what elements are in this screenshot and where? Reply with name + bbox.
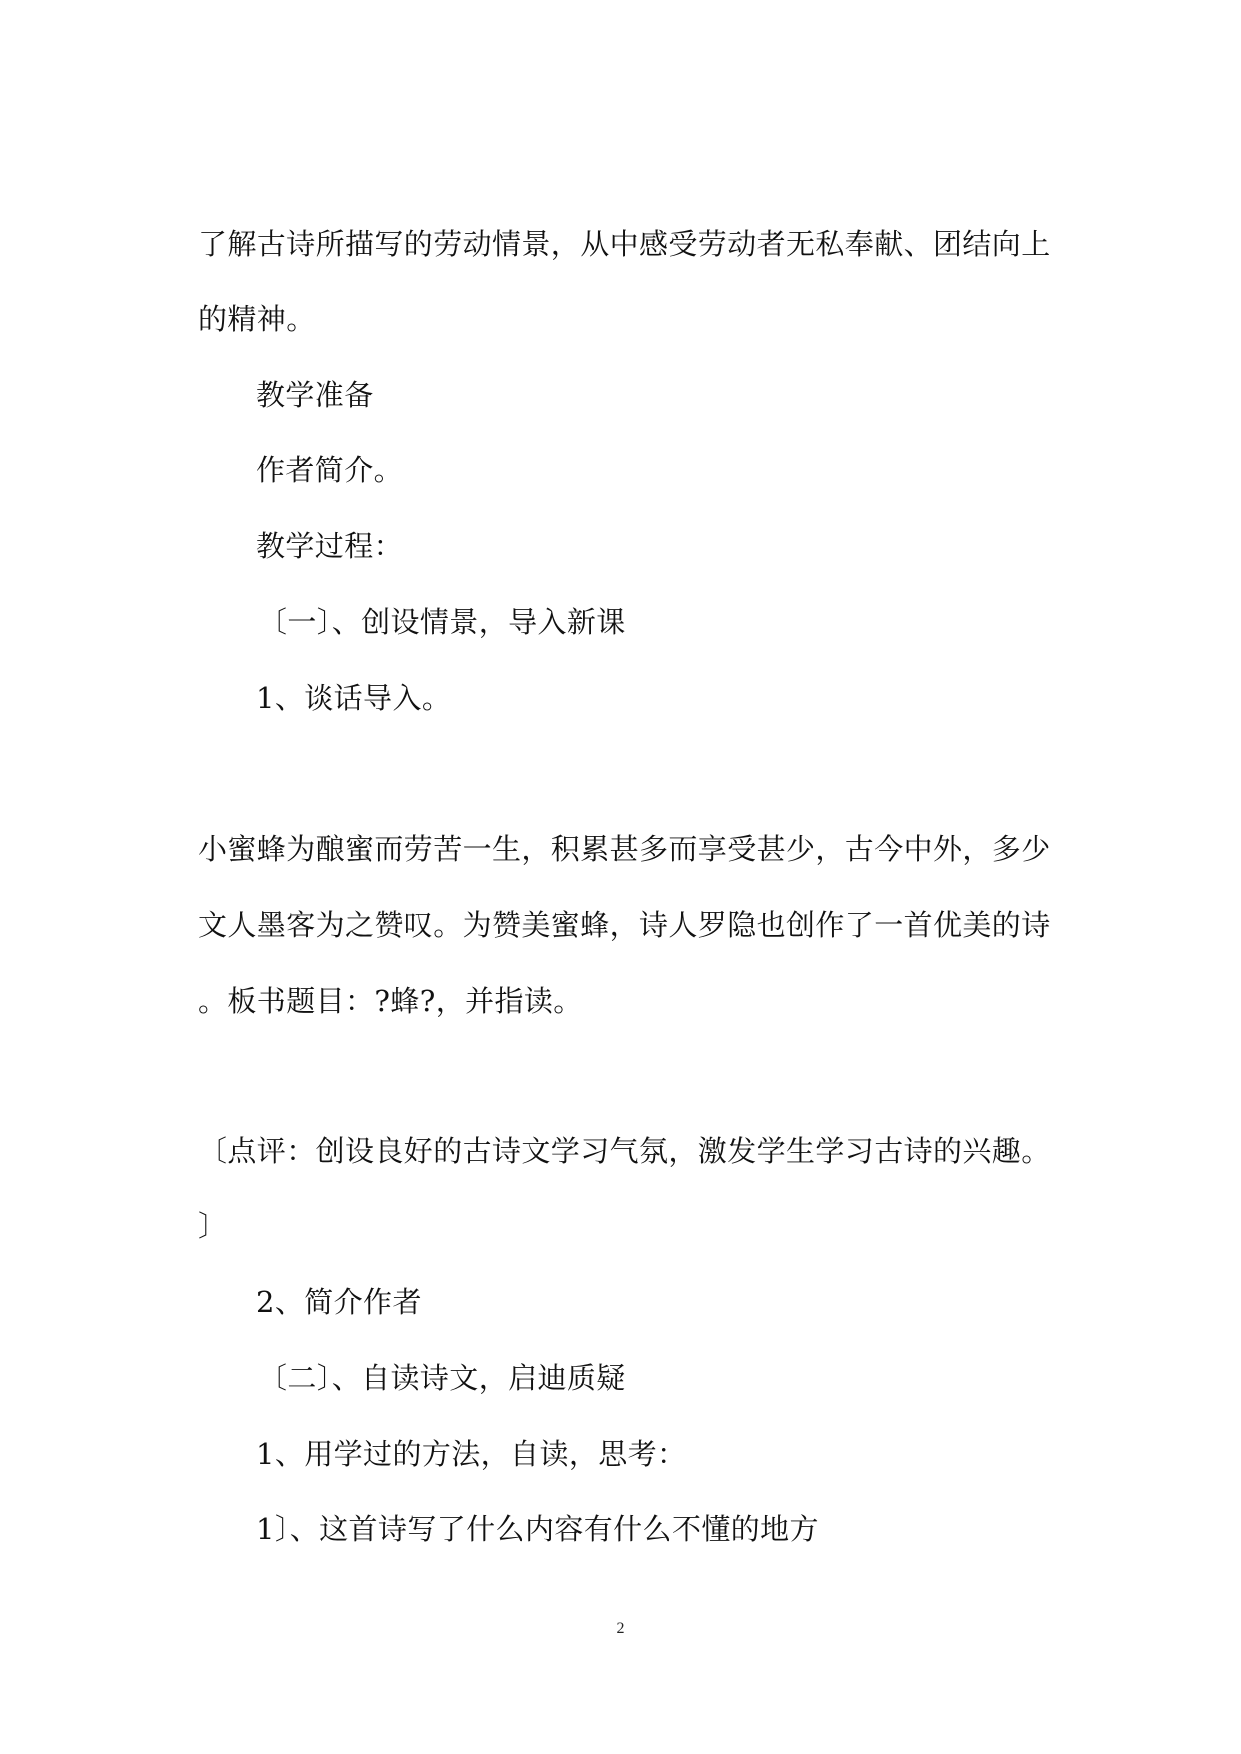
comment-line: 〔点评：创设良好的古诗文学习气氛，激发学生学习古诗的兴趣。 [198, 1134, 1051, 1168]
paragraph-line: 小蜜蜂为酿蜜而劳苦一生，积累甚多而享受甚少，古今中外，多少 [198, 832, 1051, 866]
subsection-heading: 〔一〕、创设情景，导入新课 [258, 605, 626, 639]
paragraph-line: 作者简介。 [256, 453, 404, 487]
list-item: 1、用学过的方法，自读，思考： [256, 1437, 687, 1471]
paragraph-line: 了解古诗所描写的劳动情景，从中感受劳动者无私奉献、团结向上 [198, 227, 1051, 261]
paragraph-line: 。板书题目：?蜂?，并指读。 [198, 984, 583, 1018]
paragraph-line: 的精神。 [198, 302, 316, 336]
list-item: 2、简介作者 [256, 1285, 422, 1319]
section-heading: 教学准备 [256, 378, 374, 412]
list-item: 1、谈话导入。 [256, 681, 452, 715]
comment-line: 〕 [198, 1209, 228, 1243]
list-item: 1〕、这首诗写了什么内容有什么不懂的地方 [256, 1512, 819, 1546]
paragraph-line: 文人墨客为之赞叹。为赞美蜜蜂，诗人罗隐也创作了一首优美的诗 [198, 908, 1051, 942]
section-heading: 教学过程： [256, 529, 404, 563]
subsection-heading: 〔二〕、自读诗文，启迪质疑 [258, 1361, 626, 1395]
page-number: 2 [616, 1620, 625, 1637]
